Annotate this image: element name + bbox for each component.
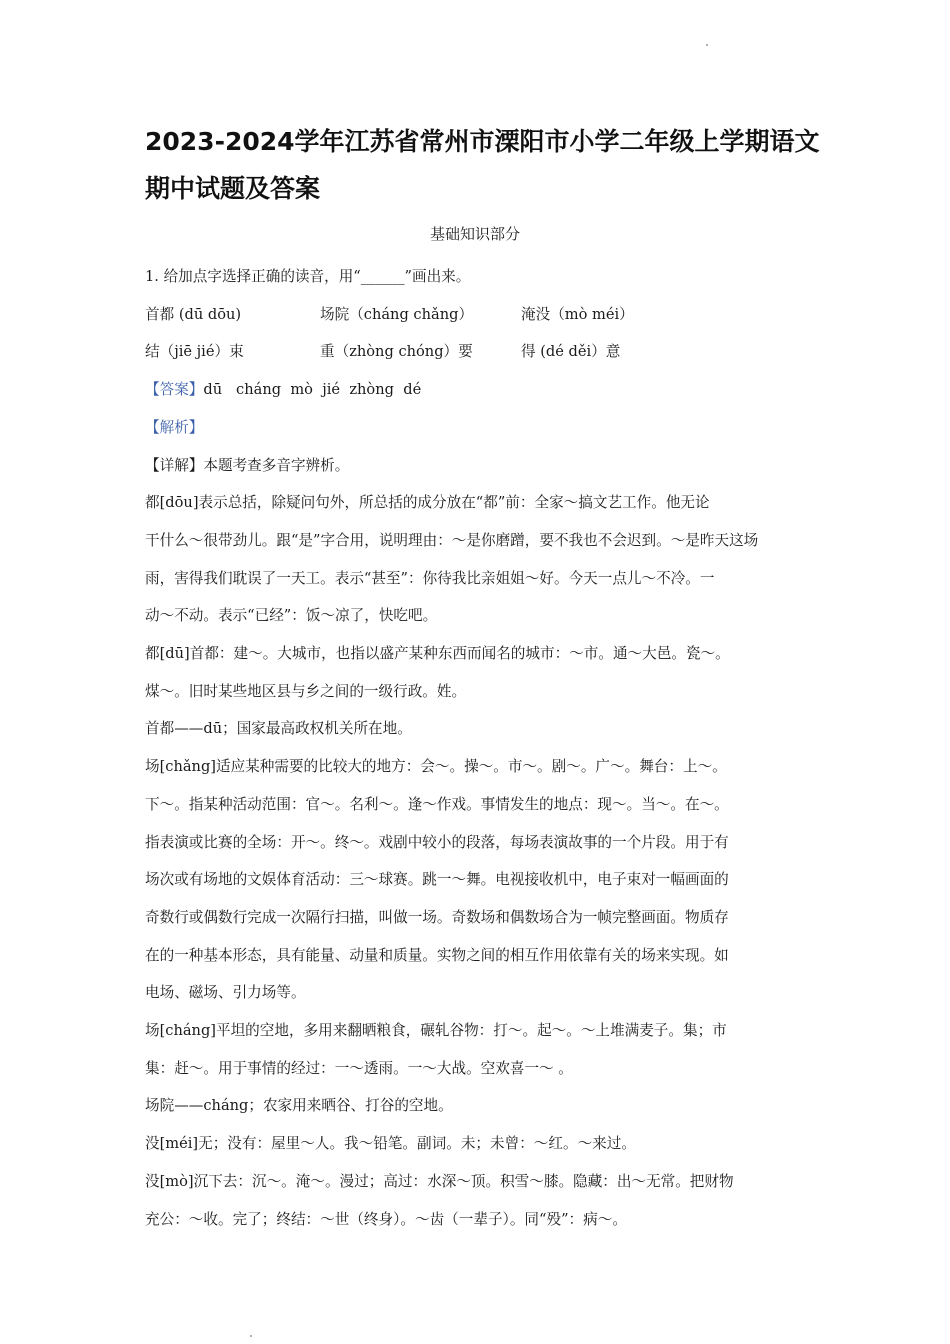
- text-line: 没[méi]无；没有：屋里～人。我～铅笔。副词。未；未曾：～红。～来过。: [145, 1135, 636, 1153]
- detail-line: 【详解】本题考查多音字辨析。: [145, 456, 350, 474]
- text-line: 在的一种基本形态，具有能量、动量和质量。实物之间的相互作用依靠有关的场来实现。如: [145, 946, 729, 964]
- scan-dot: [706, 44, 708, 46]
- text-line: 没[mò]沉下去：沉～。淹～。漫过；高过：水深～顶。积雪～膝。隐藏：出～无常。把财物: [145, 1172, 734, 1190]
- option: 得 (dé děi）意: [521, 343, 621, 361]
- section-heading: 基础知识部分: [429, 225, 520, 243]
- option: 首都 (dū dōu): [145, 305, 242, 323]
- text-line: 指表演或比赛的全场：开～。终～。戏剧中较小的段落，每场表演故事的一个片段。用于有: [145, 833, 729, 851]
- text-line: 场[cháng]平坦的空地，多用来翻晒粮食，碾轧谷物：打～。起～。～上堆满麦子。集；市: [145, 1022, 727, 1040]
- text-line: 场次或有场地的文娱体育活动：三～球赛。跳一～舞。电视接收机中，电子束对一幅画面的: [145, 871, 729, 889]
- title-line-1: 2023-2024学年江苏省常州市溧阳市小学二年级上学期语文: [145, 127, 820, 156]
- text-line: 集：赶～。用于事情的经过：一～透雨。一～大战。空欢喜一～ 。: [145, 1059, 573, 1077]
- options-row-2: [145, 333, 810, 371]
- text-line: 都[dōu]表示总括，除疑问句外，所总括的成分放在“都”前：全家～搞文艺工作。他无论: [145, 494, 710, 512]
- text-line: 充公：～收。完了；终结：～世（终身）。～齿（一辈子）。同“殁”：病～。: [145, 1210, 627, 1228]
- question-body: [145, 258, 810, 1238]
- answer-text: dū cháng mò jié zhòng dé: [203, 381, 422, 399]
- text-line: 动～不动。表示“已经”：饭～凉了，快吃吧。: [145, 607, 438, 625]
- option: 结（jiē jié）束: [145, 343, 244, 361]
- option: 场院（cháng chǎng）: [320, 305, 474, 323]
- question-1: 1. 给加点字选择正确的读音，用“______”画出来。: [145, 268, 471, 285]
- analysis-tag: 【解析】: [145, 418, 204, 436]
- scan-dot: [250, 1335, 252, 1337]
- option: 重（zhòng chóng）要: [320, 343, 473, 361]
- answer-line: [145, 371, 810, 409]
- title-line-2: 期中试题及答案: [145, 174, 321, 203]
- text-line: 奇数行或偶数行完成一次隔行扫描，叫做一场。奇数场和偶数场合为一帧完整画面。物质存: [145, 908, 729, 926]
- option: 淹没（mò méi）: [521, 305, 634, 323]
- text-line: 电场、磁场、引力场等。: [145, 984, 306, 1002]
- page-title: [145, 118, 825, 212]
- text-line: 煤～。旧时某些地区县与乡之间的一级行政。姓。: [145, 682, 467, 700]
- text-line: 首都——dū；国家最高政权机关所在地。: [145, 720, 412, 738]
- text-line: 干什么～很带劲儿。跟“是”字合用，说明理由：～是你磨蹭，要不我也不会迟到。～是昨天这场: [145, 531, 759, 549]
- options-row-1: [145, 296, 810, 334]
- text-line: 下～。指某种活动范围：官～。名利～。逢～作戏。事情发生的地点：现～。当～。在～。: [145, 795, 729, 813]
- text-line: 场[chǎng]适应某种需要的比较大的地方：会～。操～。市～。剧～。广～。舞台：上～。: [145, 758, 727, 776]
- text-line: 雨，害得我们耽误了一天工。表示“甚至”：你待我比亲姐姐～好。今天一点儿～不冷。一: [145, 569, 715, 587]
- text-line: 场院——cháng；农家用来晒谷、打谷的空地。: [145, 1097, 453, 1115]
- text-line: 都[dū]首都：建～。大城市，也指以盛产某种东西而闻名的城市：～市。通～大邑。瓷～。: [145, 645, 730, 663]
- answer-tag: 【答案】: [145, 381, 204, 399]
